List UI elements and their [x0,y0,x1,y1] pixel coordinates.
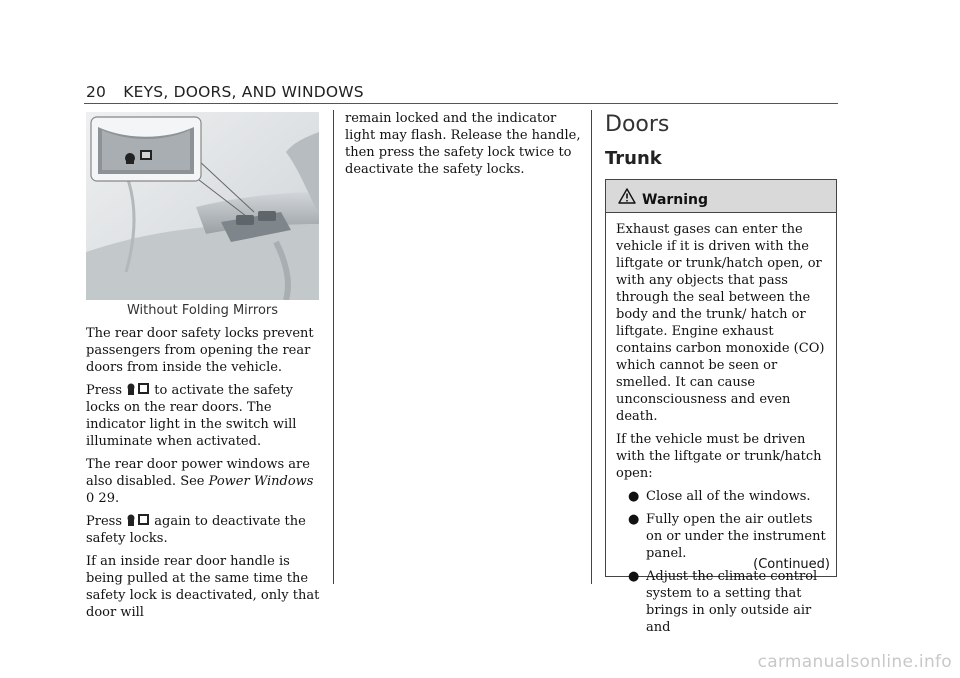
column-divider-2 [591,110,592,584]
list-item-text: Adjust the climate control system to a setting that brings in only outside air and [646,569,818,635]
paragraph-power-windows [86,456,322,507]
warning-paragraph-exhaust: Exhaust gases can enter the vehicle if it is driven with the liftgate or trunk/hatch open, or with any objects that pass through the seal between the body and the trunk/ hatch or liftgate. Engine exhaust contains carbon monoxide (CO) which cannot be seen or smelled. It can cause unconsciousness and even death. [616,222,825,424]
door-switch-figure [86,112,319,300]
paragraph-deactivate [86,513,322,547]
safety-lock-icon-2 [126,513,150,527]
list-item [616,488,826,505]
page-ref-number: 29 [98,491,115,506]
page-header [86,83,364,101]
power-windows-text: The rear door power windows are also disabled. See [86,457,310,489]
activate-text: to activate the safety locks on the rear doors. The indicator light in the switch will illuminate when activated. [86,383,297,449]
list-item-text: Close all of the windows. [646,489,811,504]
figure-caption: Without Folding Mirrors [126,303,279,318]
watermark: carmanualsonline.info [757,652,952,672]
list-item [616,568,826,636]
power-windows-link[interactable]: Power Windows [208,474,314,489]
warning-paragraph-driven-open: If the vehicle must be driven with the liftgate or trunk/hatch open: [616,432,822,481]
column-1 [86,325,322,627]
column-divider-1 [333,110,334,584]
list-item [616,511,826,562]
warning-body [606,213,836,636]
page-number: 20 [86,83,107,101]
page-ref-icon: 0 [86,491,95,506]
subsection-heading-trunk: Trunk [605,148,662,169]
safety-lock-icon [126,382,150,396]
paragraph-door-handle: If an inside rear door handle is being pulled at the same time the safety lock is deactivated, only that door will [86,554,320,620]
bullet-icon: ● [628,512,640,527]
press-text-2: Press [86,514,122,529]
continued-label: (Continued) [753,557,830,572]
period: . [114,491,120,506]
header-rule [84,103,838,104]
warning-label: Warning [642,192,709,208]
door-panel-illustration [86,112,319,300]
bullet-icon: ● [628,489,640,504]
warning-triangle-icon [618,188,636,204]
press-text: Press [86,383,122,398]
warning-box [605,179,837,635]
section-heading-doors: Doors [605,112,670,137]
bullet-icon: ● [628,569,640,584]
warning-header [606,180,836,213]
list-item-text: Fully open the air outlets on or under the instrument panel. [646,512,826,561]
paragraph-activate [86,382,322,450]
section-title: KEYS, DOORS, AND WINDOWS [123,83,364,101]
column-2 [345,110,585,184]
paragraph-remain-locked: remain locked and the indicator light may flash. Release the handle, then press the safety lock twice to deactivate the safety locks. [345,111,581,177]
paragraph-safety-locks-intro: The rear door safety locks prevent passengers from opening the rear doors from inside the vehicle. [86,326,314,375]
deactivate-text: again to deactivate the safety locks. [86,514,306,546]
